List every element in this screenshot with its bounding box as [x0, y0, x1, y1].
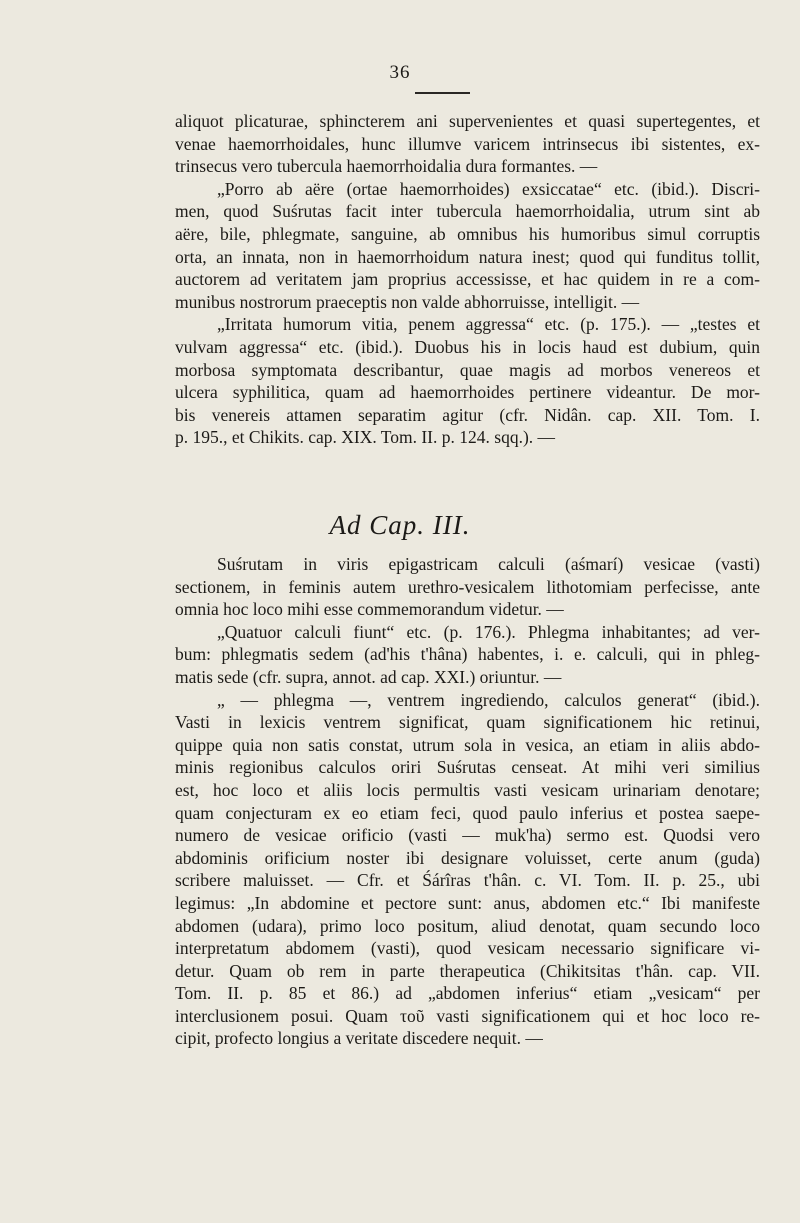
text-line: detur. Quam ob rem in parte therapeutica (Chikitsitas t'hân. cap. VII. — [175, 960, 760, 981]
text-line: men, quod Suśrutas facit inter tubercula haemorrhoidalia, utrum sint ab — [175, 201, 760, 222]
text-line: ulcera syphilitica, quam ad haemorrhoides pertinere videantur. De mor- — [175, 382, 760, 403]
text-line: cipit, profecto longius a veritate discedere nequit. — — [175, 1028, 543, 1049]
text-line: vulvam aggressa“ etc. (ibid.). Duobus his in locis haud est dubium, quin — [175, 336, 760, 357]
text-line: Tom. II. p. 85 et 86.) ad „abdomen inferius“ etiam „vesicam“ per — [175, 983, 760, 1004]
text-line: bum: phlegmatis sedem (ad'his t'hâna) habentes, i. e. calculi, qui in phleg- — [175, 644, 760, 665]
text-line: est, hoc loco et aliis locis permultis vasti vesicam urinariam denotare; — [175, 779, 760, 800]
text-line: Vasti in lexicis ventrem significat, quam significationem hic retinui, — [175, 712, 760, 733]
section-heading: Ad Cap. III. — [329, 510, 471, 540]
text-line: numero de vesicae orificio (vasti — muk'ha) sermo est. Quodsi vero — [175, 825, 760, 846]
text-line: trinsecus vero tubercula haemorrhoidalia dura formantes. — — [175, 156, 598, 177]
text-line: Suśrutam in viris epigastricam calculi (aśmarí) vesicae (vasti) — [217, 554, 760, 574]
text-block-1 — [175, 110, 760, 449]
text-line: auctorem ad veritatem jam proprius accessisse, et hac quidem in re a com- — [175, 269, 760, 290]
text-line: „ — phlegma —, ventrem ingrediendo, calculos generat“ (ibid.). — [217, 689, 760, 710]
text-line: matis sede (cfr. supra, annot. ad cap. XXI.) oriuntur. — — [175, 666, 562, 687]
text-line: morbosa symptomata describantur, quae magis ad morbos venereos et — [175, 359, 760, 380]
text-block-2 — [175, 553, 760, 1050]
page-number-rule — [415, 92, 470, 94]
text-line: p. 195., et Chikits. cap. XIX. Tom. II. p. 124. sqq.). — — [175, 427, 556, 448]
text-line: legimus: „In abdomine et pectore sunt: anus, abdomen etc.“ Ibi manifeste — [175, 892, 760, 913]
text-line: interclusionem posui. Quam τοῦ vasti significationem qui et hoc loco re- — [175, 1005, 760, 1026]
text-line: aliquot plicaturae, sphincterem ani supervenientes et quasi supertegentes, et — [175, 111, 760, 131]
text-line: omnia hoc loco mihi esse commemorandum videtur. — — [175, 599, 564, 620]
text-line: quam conjecturam ex eo etiam feci, quod paulo inferius et postea saepe- — [175, 802, 760, 823]
text-line: „Irritata humorum vitia, penem aggressa“ etc. (p. 175.). — „testes et — [217, 314, 760, 335]
text-line: „Quatuor calculi fiunt“ etc. (p. 176.). Phlegma inhabitantes; ad ver- — [217, 621, 760, 642]
text-line: orta, an innata, non in haemorrhoidum natura inest; quod qui funditus tollit, — [175, 246, 760, 267]
text-line: aëre, bile, phlegmate, sanguine, ab omnibus his humoribus simul corruptis — [175, 223, 760, 244]
text-line: „Porro ab aëre (ortae haemorrhoides) exsiccatae“ etc. (ibid.). Discri- — [217, 178, 760, 199]
page-number: 36 — [389, 62, 411, 83]
text-line: abdomen (udara), primo loco positum, aliud denotat, quam secundo loco — [175, 915, 760, 936]
text-line: venae haemorrhoidales, hunc illumve varicem intrinsecus ibi sistentes, ex- — [175, 133, 760, 154]
text-line: quippe quia non satis constat, utrum sola in vesica, an etiam in aliis abdo- — [175, 734, 760, 755]
text-line: scribere maluisset. — Cfr. et Śárîras t'hân. c. VI. Tom. II. p. 25., ubi — [175, 870, 760, 891]
text-line: sectionem, in feminis autem urethro-vesicalem lithotomiam perfecisse, ante — [175, 576, 760, 597]
text-line: munibus nostrorum praeceptis non valde abhorruisse, intelligit. — — [175, 291, 640, 312]
text-line: bis venereis attamen separatim agitur (cfr. Nidân. cap. XII. Tom. I. — [175, 404, 760, 425]
text-line: minis regionibus calculos oriri Suśrutas censeat. At mihi veri similius — [175, 757, 760, 778]
text-line: interpretatum abdomem (vasti), quod vesicam necessario significare vi- — [175, 938, 760, 959]
text-line: abdominis orificium noster ibi designare voluisset, certe anum (guda) — [175, 847, 760, 868]
